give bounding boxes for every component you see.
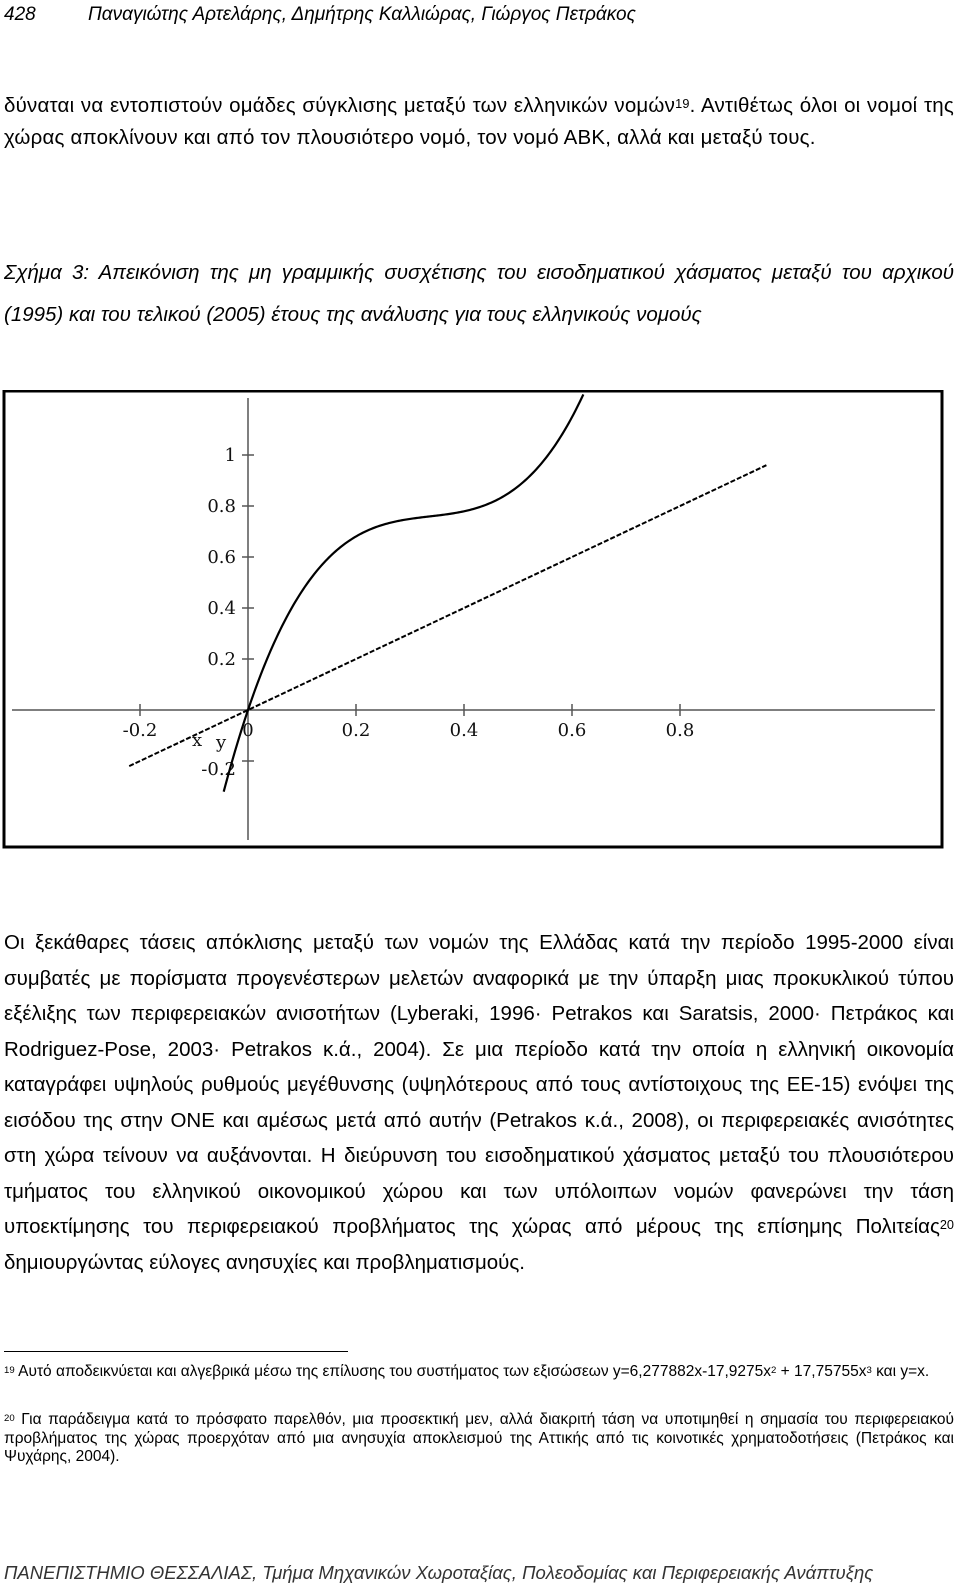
paragraph-intro-text-cont: . Αντιθέτως όλοι οι νομοί της χώρας αποκλίνουν και από τον πλουσιότερο νομό, τον νομό ΑΒΚ, αλλά και μεταξύ τους. [4, 94, 954, 149]
running-footer: ΠΑΝΕΠΙΣΤΗΜΙΟ ΘΕΣΣΑΛΙΑΣ, Τμήμα Μηχανικών Χωροταξίας, Πολεοδομίας και Περιφερειακής Ανάπτυξης [4, 1562, 874, 1583]
footnote-20-text: Για παράδειγμα κατά το πρόσφατο παρελθόν, μια προσεκτική μεν, αλλά διακριτή τάση να υποτιμηθεί η σημασία του περιφερειακού προβλήματος της χώρας προερχόταν από μια ανησυχία αποκλεισμού της Αττικής από τις κοινοτικές χρηματοδοτήσεις (Πετράκος και Ψυχάρης, 2004). [4, 1411, 954, 1465]
origin-label: 0 [242, 720, 254, 741]
running-header [0, 0, 960, 30]
footnote-19 [4, 1363, 954, 1382]
footnote-19-exp2: 2 [771, 1364, 777, 1376]
figure-3 [0, 390, 960, 850]
y-tick-label: 0.2 [207, 649, 236, 670]
chart-svg [0, 390, 960, 850]
y-tick-label: 0.8 [207, 496, 236, 517]
x-tick-label: 0.2 [341, 720, 371, 741]
page-number: 428 [4, 4, 36, 25]
paragraph-discussion-text-cont: δημιουργώντας εύλογες ανησυχίες και προβληματισμούς. [4, 1250, 525, 1274]
footnote-20 [4, 1411, 954, 1467]
x-axis-label: x [192, 730, 203, 751]
chart-frame [4, 391, 942, 847]
footnote-19-text: Αυτό αποδεικνύεται και αλγεβρικά μέσω της επίλυσης του συστήματος των εξισώσεων y=6,277882x-17,9275x [14, 1363, 772, 1380]
x-tick-label: 0.4 [449, 720, 479, 741]
y-tick-label: -0.2 [201, 759, 236, 780]
footnote-19-text-c: και y=x. [871, 1363, 930, 1380]
footnote-ref-19[interactable]: 19 [675, 95, 690, 111]
y-tick-label: 0.4 [207, 598, 236, 619]
footnote-separator [4, 1351, 348, 1352]
x-tick-label: 0.6 [557, 720, 587, 741]
paragraph-intro-text: δύναται να εντοπιστούν ομάδες σύγκλισης μεταξύ των ελληνικών νομών [4, 94, 676, 117]
footnote-ref-20[interactable]: 20 [939, 1216, 954, 1232]
footnote-19-text-b: + 17,75755x [776, 1363, 867, 1380]
footnote-19-exp3: 3 [866, 1364, 872, 1376]
y-tick-label: 0.6 [207, 547, 236, 568]
footnote-19-number: 19 [4, 1364, 15, 1376]
y-tick-label: 1 [224, 445, 236, 466]
x-tick-label: 0.8 [665, 720, 695, 741]
x-tick-label: -0.2 [122, 720, 158, 741]
paragraph-discussion-text: Οι ξεκάθαρες τάσεις απόκλισης μεταξύ των νομών της Ελλάδας κατά την περίοδο 1995-2000 είναι συμβατές με πορίσματα προγενέστερων μελετών αναφορικά με την ύπαρξη μιας προκυκλικού τύπου εξέλιξης των περιφερειακών ανισοτήτων (Lyberaki, 1996· Petrakos και Saratsis, 2000· Πετράκος και Rodriguez-Pose, 2003· Petrakos κ.ά., 2004). Σε μια περίοδο κατά την οποία η ελληνική οικονομία καταγράφει υψηλούς ρυθμούς μεγέθυνσης (υψηλότερους από τους αντίστοιχους της ΕΕ-15) ενόψει της εισόδου της στην ΟΝΕ και αμέσως μετά από αυτήν (Petrakos κ.ά., 2008), οι περιφερειακές ανισότητες στη χώρα τείνουν να αυξάνονται. Η διεύρυνση του εισοδηματικού χάσματος μεταξύ του πλουσιότερου τμήματος του ελληνικού οικονομικού χώρου και των υπόλοιπων νομών φανερώνει την τάση υποεκτίμησης του περιφερειακού προβλήματος της χώρας από μέρους της επίσημης Πολιτείας [4, 931, 954, 1238]
figure-caption: Σχήμα 3: Απεικόνιση της μη γραμμικής συσχέτισης του εισοδηματικού χάσματος μεταξύ του αρχικού (1995) και του τελικού (2005) έτους της ανάλυσης για τους ελληνικούς νομούς [4, 261, 954, 326]
paragraph-intro [4, 90, 954, 154]
y-axis-label: y [216, 732, 227, 753]
running-header-authors: Παναγιώτης Αρτελάρης, Δημήτρης Καλλιώρας, Γιώργος Πετράκος [88, 4, 636, 25]
paragraph-discussion [4, 925, 954, 1280]
footnote-20-number: 20 [4, 1412, 15, 1424]
